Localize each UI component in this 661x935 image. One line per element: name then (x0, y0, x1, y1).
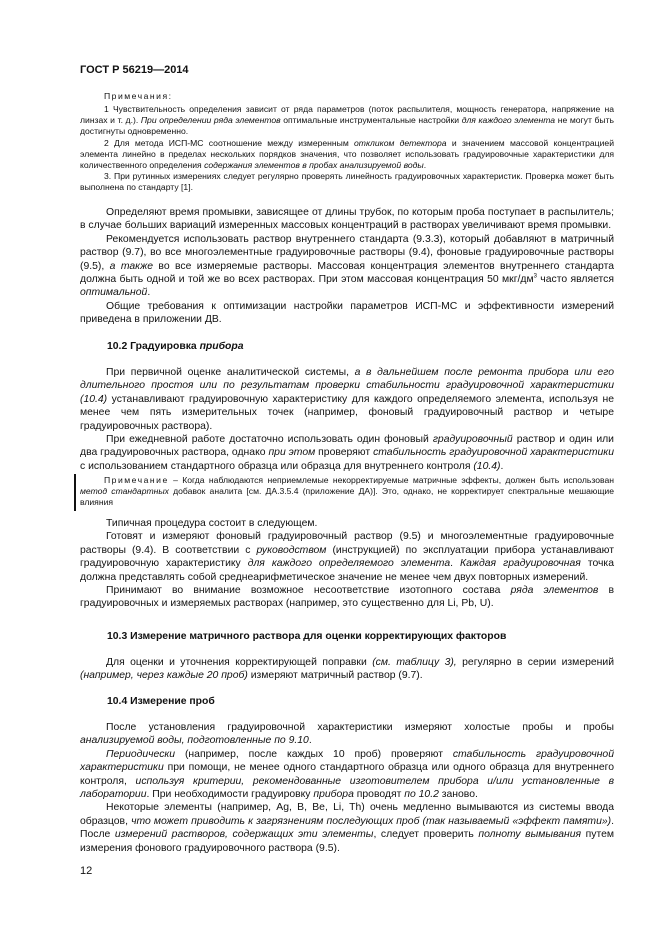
paragraph-procedure-intro: Типичная процедура состоит в следующем. (106, 518, 318, 529)
paragraph-memory-effect: Некоторые элементы (например, Ag, B, Be, Li, Th) очень медленно вымываются из системы ввода образцов, что может приводить к загрязнениям последующих проб (так называемый «эффект памяти»). После измерений растворов, содержащих эти элементы, следует проверить полноту вымывания путем измерения фонового градуировочного раствора (9.5). (80, 802, 615, 854)
paragraph-optimization: Общие требования к оптимизации настройки параметров ИСП-МС и эффективности измерений приведена в приложении ДВ. (80, 300, 614, 326)
section-10-3-body (80, 656, 614, 683)
notes-title: Примечания: (104, 91, 173, 101)
section-10-2-procedure (80, 517, 614, 611)
note-3: 3. При рутинных измерениях следует регулярно проверять линейность градуировочных характеристик. Проверка может быть выполнена по стандарту [1]. (80, 171, 614, 193)
heading-10-2: 10.2 Градуировка прибора (107, 341, 244, 352)
paragraph-initial-calibration: При первичной оценке аналитической системы, а в дальнейшем после ремонта прибора или его длительного простоя или по результатам проверки стабильности градуировочной характеристики (10.4) устанавливают градуировочную характеристику для каждого определяемого элемента, используя не менее чем пять измерительных точек (например, фоновый градуировочный раствор и четыре градуировочных раствора). (80, 367, 614, 432)
paragraph-washing-time: Определяют время промывки, зависящее от длины трубок, по которым проба поступает в распылитель; в случае больших вариаций измеренных массовых концентраций в растворах увеличивают время промывки. (80, 207, 614, 232)
paragraph-internal-standard: Рекомендуется использовать раствор внутреннего стандарта (9.3.3), который добавляют в матричный раствор (9.7), во все многоэлементные градуировочные растворы (9.4), фоновые градуировочные растворы (9.5), а также во все измеряемые растворы. Массовая концентрация элементов внутреннего стандарта должна быть одной и той же во всех растворах. При этом массовая концентрация 50 мкг/$дм^3$ часто является оптимальной. (80, 233, 614, 299)
paragraph-isotopes: Принимают во внимание возможное несоответствие изотопного состава ряда элементов в градуировочных и измеряемых растворах (например, это существенно для Li, Pb, U). (80, 585, 614, 610)
paragraph-periodic-check: Периодически (например, после каждых 10 проб) проверяют стабильность градуировочной характеристики при помощи, не менее одного стандартного образца или одного образца для внутреннего контроля, используя критерии, рекомендованные изготовителем прибора и/или установленные в лаборатории. При необходимости градуировку прибора проводят по 10.2 заново. (80, 748, 614, 801)
paragraph-procedure-steps: Готовят и измеряют фоновый градуировочный раствор (9.5) и многоэлементные градуировочные растворы (9.4). В соответствии с руководством (инструкцией) по эксплуатации прибора устанавливают градуировочную характеристику для каждого определяемого элемента. Каждая градуировочная точка должна представлять собой среднеарифметическое значение не менее чем двух повторных измерений. (80, 531, 614, 583)
notes-block (80, 104, 614, 194)
revision-bar (74, 474, 76, 511)
section-10-2-body (80, 366, 614, 473)
paragraph-blank-samples: После установления градуировочной характеристики измеряют холостые пробы и пробы анализируемой воды, подготовленные по 9.10. (80, 722, 614, 747)
heading-10-4: 10.4 Измерение проб (107, 696, 215, 707)
note-2: 2 Для метода ИСП-МС соотношение между измеренным откликом детектора и значением массовой концентрацией элемента линейно в пределах нескольких порядков значения, что позволяет использовать градуировочные характеристики для количественного определения содержания элементов в пробах анализируемой воды. (80, 137, 614, 171)
standard-header: ГОСТ Р 56219—2014 (80, 64, 189, 76)
note-label: Примечание (104, 475, 169, 485)
note-10-2: Примечание – Когда наблюдаются неприемлемые некорректируемые матричные эффекты, должен быть использован метод стандартных добавок аналита [см. ДА.3.5.4 (приложение ДА)]. Это, однако, не корректирует спектральные мешающие влияния (80, 475, 614, 508)
note-1: 1 Чувствительность определения зависит от ряда параметров (поток распылителя, мощность генератора, напряжение на линзах и т. д.). При определении ряда элементов оптимальные инструментальные настройки для каждого элемента не могут быть достигнуты одновременно. (80, 104, 614, 137)
section-10-4-body (80, 721, 614, 855)
page-number: 12 (80, 865, 93, 877)
heading-10-3: 10.3 Измерение матричного раствора для оценки корректирующих факторов (107, 631, 507, 642)
paragraph-matrix-solution: Для оценки и уточнения корректирующей поправки (см. таблицу 3), регулярно в серии измерений (например, через каждые 20 проб) измеряют матричный раствор (9.7). (80, 657, 614, 682)
body-section-1 (80, 206, 614, 327)
paragraph-daily-calibration: При ежедневной работе достаточно использовать один фоновый градуировочный раствор и один или два градуировочных раствора, однако при этом проверяют стабильность градуировочной характеристики с использованием стандартного образца или образца для внутреннего контроля (10.4). (80, 434, 614, 472)
